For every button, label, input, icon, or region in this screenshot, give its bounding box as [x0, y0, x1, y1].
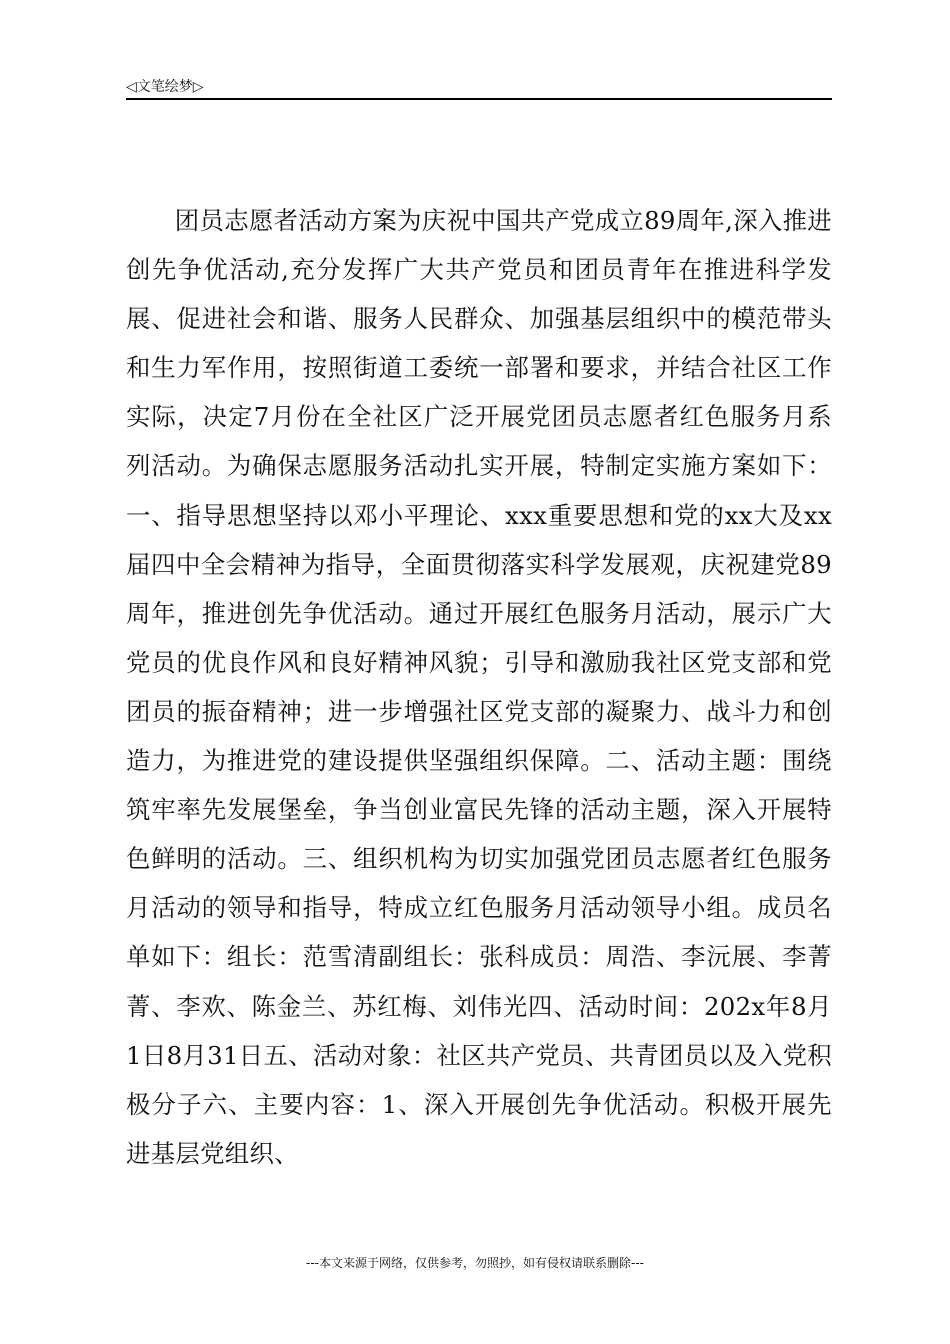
document-body-paragraph: 团员志愿者活动方案为庆祝中国共产党成立89周年,深入推进创先争优活动,充分发挥广大共产党员和团员青年在推进科学发展、促进社会和谐、服务人民群众、加强基层组织中的模范带头和生力军作用，按照街道工委统一部署和要求，并结合社区工作实际，决定7月份在全社区广泛开展党团员志愿者红色服务月系列活动。为确保志愿服务活动扎实开展，特制定实施方案如下：一、指导思想坚持以邓小平理论、xxx重要思想和党的xx大及xx届四中全会精神为指导，全面贯彻落实科学发展观，庆祝建党89周年，推进创先争优活动。通过开展红色服务月活动，展示广大党员的优良作风和良好精神风貌；引导和激励我社区党支部和党团员的振奋精神；进一步增强社区党支部的凝聚力、战斗力和创造力，为推进党的建设提供坚强组织保障。二、活动主题：围绕筑牢率先发展堡垒，争当创业富民先锋的活动主题，深入开展特色鲜明的活动。三、组织机构为切实加强党团员志愿者红色服务月活动的领导和指导，特成立红色服务月活动领导小组。成员名单如下：组长：范雪清副组长：张科成员：周浩、李沅展、李菁菁、李欢、陈金兰、苏红梅、刘伟光四、活动时间：202x年8月1日8月31日五、活动对象：社区共产党员、共青团员以及入党积极分子六、主要内容：1、深入开展创先争优活动。积极开展先进基层党组织、	[126, 206, 832, 1168]
page-header	[126, 74, 832, 100]
header-title: ◁文笔绘梦▷	[126, 79, 204, 95]
page-footer-disclaimer: ---本文来源于网络，仅供参考，勿照抄，如有侵权请联系删除---	[306, 1256, 644, 1270]
